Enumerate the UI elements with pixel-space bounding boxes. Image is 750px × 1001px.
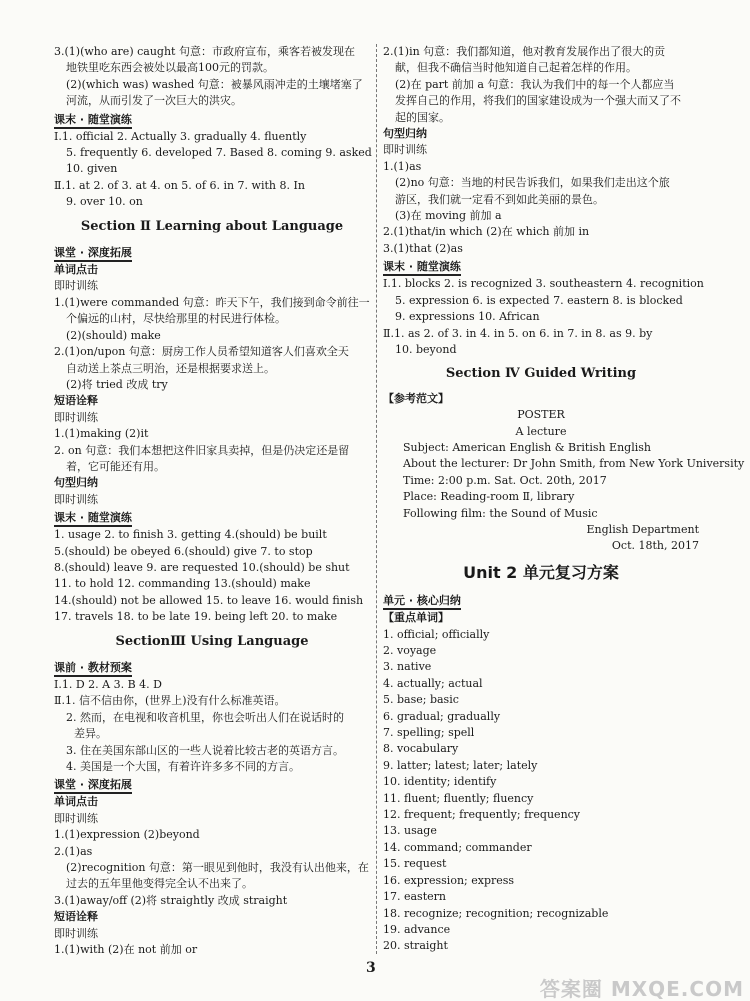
answer-line: 8.(should) leave 9. are requested 10.(should) be shut [54, 560, 350, 574]
answer-line: 1. official; officially [383, 627, 490, 641]
answer-line: 河流，从而引发了一次巨大的洪灾。 [66, 94, 242, 108]
answer-line: 7. spelling; spell [383, 726, 475, 740]
answer-line: A lecture [515, 424, 567, 438]
section-tag: 课堂 · 深度拓展 [54, 245, 132, 262]
subheading: 句型归纳 [54, 476, 98, 490]
answer-line: 1.(1)making (2)it [54, 427, 149, 441]
right-column [383, 44, 745, 955]
answer-line: 15. request [383, 857, 447, 871]
answer-line: 1.(1)were commanded 句意：昨天下午，我们接到命令前往一 [54, 295, 370, 309]
section-tag-row [383, 257, 699, 276]
subheading: 【参考范文】 [383, 391, 449, 405]
answer-line: 过去的五年里他变得完全认不出来了。 [66, 877, 253, 891]
section-tag-row [54, 110, 370, 129]
answer-line: 9. latter; latest; later; lately [383, 758, 538, 772]
section-heading: SectionⅢ Using Language [115, 633, 309, 649]
subheading: 单词点击 [54, 263, 98, 277]
answer-line: 发挥自己的作用，将我们的国家建设成为一个强大而又了不 [395, 94, 681, 108]
answer-line: Ⅱ.1. as 2. of 3. in 4. in 5. on 6. in 7. in 8. as 9. by [383, 326, 653, 340]
answer-line: 着，它可能还有用。 [66, 459, 165, 473]
section-tag-row [54, 658, 370, 677]
answer-line: 8. vocabulary [383, 742, 459, 756]
answer-line: 10. given [66, 162, 118, 176]
answer-line: 17. eastern [383, 890, 446, 904]
answer-line: 4. 美国是一个大国，有着许许多多不同的方言。 [66, 760, 300, 774]
answer-line: 12. frequent; frequently; frequency [383, 808, 581, 822]
answer-line: 2.(1)that/in which (2)在 which 前加 in [383, 225, 590, 239]
answer-line: Ⅰ.1. official 2. Actually 3. gradually 4. fluently [54, 129, 307, 143]
answer-line: 9. expressions 10. African [395, 310, 540, 324]
section-tag: 单元 · 核心归纳 [383, 593, 461, 610]
answer-line: English Department [586, 522, 699, 536]
answer-line: 2.(1)on/upon 句意：厨房工作人员希望知道客人们喜欢全天 [54, 345, 349, 359]
answer-line: Ⅱ.1. at 2. of 3. at 4. on 5. of 6. in 7. with 8. In [54, 178, 305, 192]
answer-line: Ⅱ.1. 信不信由你，(世界上)没有什么标准英语。 [54, 694, 286, 708]
answer-line: 17. travels 18. to be late 19. being left 20. to make [54, 610, 338, 624]
answer-line: 献，但我不确信当时他知道自己起着怎样的作用。 [395, 61, 637, 75]
left-column [54, 44, 370, 959]
answer-line: (2)(which was) washed 句意：被暴风雨冲走的土壤堵塞了 [66, 77, 363, 91]
section-tag-row [54, 775, 370, 794]
answer-line: 游区，我们就一定看不到如此美丽的景色。 [395, 192, 604, 206]
answer-line: 差异。 [74, 727, 107, 741]
answer-line: 个偏远的山村，尽快给那里的村民进行体检。 [66, 312, 286, 326]
answer-line: (2)将 tried 改成 try [66, 377, 168, 391]
watermark-logo: 答案圈 MXQE.COM [539, 976, 744, 1001]
answer-line: 2. voyage [383, 644, 437, 657]
section-tag-row [54, 243, 370, 262]
answer-line: About the lecturer: Dr John Smith, from New York University [403, 457, 745, 471]
section-tag: 课末 · 随堂演练 [54, 510, 132, 527]
answer-line: 2.(1)as [54, 844, 93, 858]
answer-line: 5. frequently 6. developed 7. Based 8. coming 9. asked [66, 146, 372, 160]
section-tag: 课前 · 教材预案 [54, 660, 132, 677]
answer-line: POSTER [517, 408, 565, 422]
answer-line: 3. 住在美国东部山区的一些人说着比较古老的英语方言。 [66, 743, 344, 757]
answer-line: 3.(1)that (2)as [383, 241, 463, 255]
answer-line: Place: Reading-room Ⅱ, library [403, 490, 575, 504]
section-heading: Section Ⅱ Learning about Language [80, 218, 344, 234]
section-heading: Section Ⅳ Guided Writing [445, 366, 637, 382]
answer-line: 19. advance [383, 922, 451, 936]
answer-line: 地铁里吃东西会被处以最高100元的罚款。 [66, 61, 274, 75]
answer-line: 20. straight [383, 939, 448, 953]
answer-line: 3.(1)away/off (2)将 straightly 改成 straight [54, 893, 288, 907]
answer-line: 5. expression 6. is expected 7. eastern 8. is blocked [395, 293, 683, 307]
section-tag-row [54, 508, 370, 527]
answer-line: 即时训练 [383, 143, 427, 157]
answer-line: Oct. 18th, 2017 [611, 539, 699, 553]
section-tag: 课末 · 随堂演练 [54, 112, 132, 129]
answer-line: 2. on 句意：我们本想把这件旧家具卖掉，但是仍决定还是留 [54, 443, 350, 457]
subheading: 句型归纳 [383, 127, 427, 141]
subheading: 短语诠释 [54, 910, 98, 924]
answer-line: Time: 2:00 p.m. Sat. Oct. 20th, 2017 [403, 473, 607, 487]
section-tag: 课末 · 随堂演练 [383, 259, 461, 276]
answer-line: Subject: American English & British English [403, 440, 651, 454]
answer-line: 5. base; basic [383, 693, 459, 707]
subheading: 短语诠释 [54, 394, 98, 408]
page-number: 3 [366, 960, 376, 976]
answer-line: Ⅰ.1. D 2. A 3. B 4. D [54, 678, 162, 691]
answer-line: 2. 然而，在电视和收音机里，你也会听出人们在说话时的 [66, 710, 344, 724]
answer-line: 14. command; commander [383, 840, 532, 854]
answer-line: 即时训练 [54, 279, 98, 293]
answer-line: 1. usage 2. to finish 3. getting 4.(should) be built [54, 528, 327, 542]
answer-line: 即时训练 [54, 926, 98, 940]
answer-line: 10. identity; identify [383, 775, 497, 789]
answer-line: (2)在 part 前加 a 句意：我认为我们中的每一个人都应当 [395, 77, 675, 91]
answer-line: 起的国家。 [395, 110, 450, 124]
answer-line: 自动送上茶点三明治，还是根据要求送上。 [66, 361, 275, 375]
answer-line: 3.(1)(who are) caught 句意：市政府宣布，乘客若被发现在 [54, 45, 355, 58]
answer-line: 13. usage [383, 824, 437, 838]
answer-line: 16. expression; express [383, 873, 515, 887]
answer-line: 3. native [383, 660, 432, 674]
answer-line: (2)(should) make [66, 328, 161, 342]
answer-line: (3)在 moving 前加 a [395, 209, 502, 223]
answer-line: 即时训练 [54, 811, 98, 825]
answer-line: 11. to hold 12. commanding 13.(should) make [54, 577, 311, 591]
answer-line: 1.(1)expression (2)beyond [54, 828, 200, 842]
binding-margin-text [4, 92, 14, 312]
answer-line: 18. recognize; recognition; recognizable [383, 906, 609, 920]
answer-line: 1.(1)with (2)在 not 前加 or [54, 943, 198, 957]
answer-line: 10. beyond [395, 342, 457, 356]
answer-line: 5.(should) be obeyed 6.(should) give 7. to stop [54, 544, 313, 558]
section-tag-row [383, 591, 699, 610]
column-divider [376, 44, 377, 954]
answer-line: (2)no 句意：当地的村民告诉我们，如果我们走出这个旅 [395, 176, 670, 190]
answer-line: 2.(1)in 句意：我们都知道，他对教育发展作出了很大的贡 [383, 45, 666, 58]
answer-line: 11. fluent; fluently; fluency [383, 791, 534, 805]
answer-line: 即时训练 [54, 492, 98, 506]
subheading: 【重点单词】 [383, 611, 449, 625]
section-tag: 课堂 · 深度拓展 [54, 777, 132, 794]
answer-line: 4. actually; actual [383, 676, 483, 690]
answer-line: 9. over 10. on [66, 195, 143, 209]
answer-line: 14.(should) not be allowed 15. to leave 16. would finish [54, 593, 364, 607]
answer-line: 6. gradual; gradually [383, 709, 501, 723]
answer-line: 即时训练 [54, 410, 98, 424]
answer-line: 1.(1)as [383, 159, 422, 173]
answer-line: Ⅰ.1. blocks 2. is recognized 3. southeastern 4. recognition [383, 277, 704, 291]
answer-line: (2)recognition 句意：第一眼见到他时，我没有认出他来，在 [66, 861, 369, 875]
subheading: 单词点击 [54, 795, 98, 809]
unit-heading: Unit 2 单元复习方案 [463, 562, 619, 582]
answer-line: Following film: the Sound of Music [403, 506, 598, 520]
